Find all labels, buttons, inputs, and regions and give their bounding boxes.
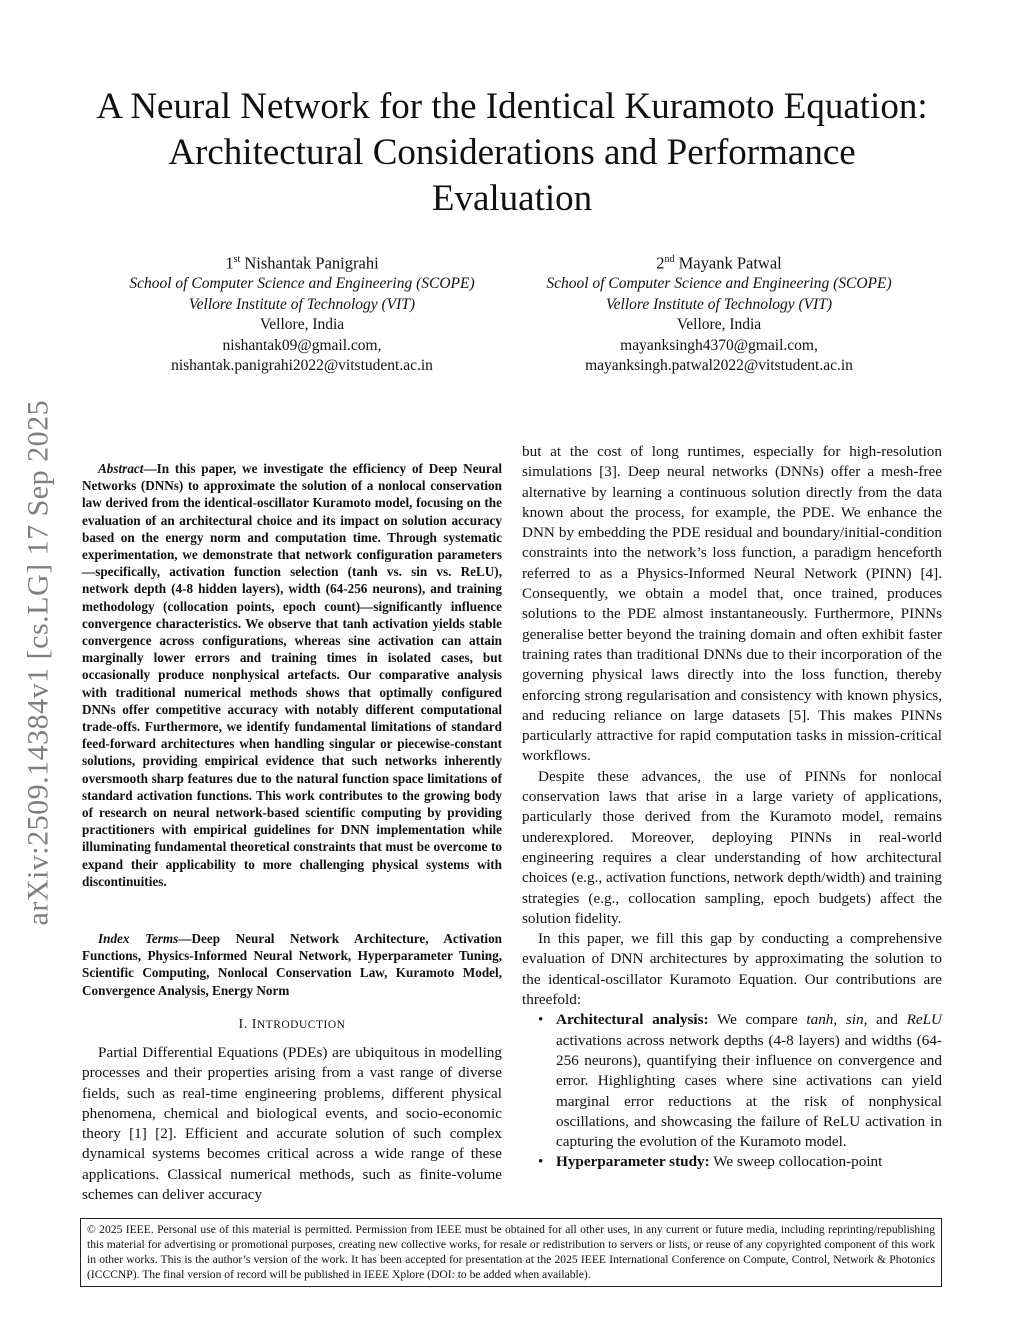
list-item: • Architectural analysis: We compare tanh, sin, and ReLU activations across network depths (4-8 layers) and widths (64-256 neurons), quantifying their influence on convergence and error. Highlighting cases where sine activations can yield marginal error reductions at the risk of nonphysical oscillations, and showcasing the failure of ReLU activation in capturing the evolution of the Kuramoto model. xyxy=(538,1011,942,1151)
body-paragraph: but at the cost of long runtimes, especially for high-resolution simulations [3]. Deep neural networks (DNNs) offer a mesh-free alternative by learning a continuous solution directly from the data known about the process, for example, the PDE. We enhance the DNN by embedding the PDE residual and boundary/initial-condition constraints into the network’s loss function, a paradigm henceforth referred to as a Physics-Informed Neural Network (PINN) [4]. Consequently, we obtain a model that, once trained, produces solutions to the PDE almost instantaneously. Furthermore, PINNs generalise better beyond the training domain and often exhibit faster training rates than traditional DNNs due to their incorporation of the governing physical laws directly into the loss function, thereby enforcing strong regularisation and consistency with known physics, and reducing reliance on large datasets [5]. This makes PINNs particularly attractive for rapid computation tasks in mission-critical workflows. xyxy=(522,443,942,765)
abstract-lead: Abstract xyxy=(98,461,144,476)
paper-title: A Neural Network for the Identical Kuramoto Equation: Architectural Considerations and Performance Evaluation xyxy=(96,86,928,219)
author-institute: Vellore Institute of Technology (VIT) xyxy=(605,295,833,313)
list-item: • Hyperparameter study: We sweep collocation-point xyxy=(556,1152,942,1172)
index-terms-lead: Index Terms xyxy=(98,931,179,946)
author-location: Vellore, India xyxy=(259,316,345,333)
index-terms xyxy=(82,930,502,999)
copyright-notice: © 2025 IEEE. Personal use of this material is permitted. Permission from IEEE must be obtained for all other uses, in any current or future media, including reprinting/republishing this material for advertising or promotional purposes, creating new collective works, for resale or redistribution to servers or lists, or reuse of any copyrighted component of this work in other works. This is the author’s version of the work. It has been accepted for presentation at the 2025 IEEE International Conference on Compute, Control, Network & Photonics (ICCCNP). The final version of record will be published in IEEE Xplore (DOI: to be added when available). xyxy=(80,1218,942,1287)
contribution-list xyxy=(522,1010,942,1172)
author-institute: Vellore Institute of Technology (VIT) xyxy=(188,295,416,313)
arxiv-identifier: arXiv:2509.14384v1 [cs.LG] 17 Sep 2025 xyxy=(21,399,55,926)
body-paragraph: Despite these advances, the use of PINNs for nonlocal conservation laws that arise in a large variety of applications, particularly those derived from the Kuramoto model, remains underexplored. Moreover, deploying PINNs in real-world engineering requires a clear understanding of how architectural choices (e.g., activation functions, network depth/width) and training strategies (e.g., collocation sampling, epoch budgets) affect the solution fidelity. xyxy=(522,767,942,927)
author-email: nishantak.panigrahi2022@vitstudent.ac.in xyxy=(171,357,433,374)
author-block-1 xyxy=(82,250,522,377)
index-terms-text: —Deep Neural Network Architecture, Activation Functions, Physics-Informed Neural Network, Hyperparameter Tuning, Scientific Computing, Nonlocal Conservation Law, Kuramoto Model, Convergence Analysis, Energy Norm xyxy=(82,931,502,998)
abstract-text: —In this paper, we investigate the efficiency of Deep Neural Networks (DNNs) to approximate the solution of a nonlocal conservation law derived from the identical-oscillator Kuramoto model, focusing on the evaluation of an architectural choice and its impact on solution accuracy based on the energy norm and computation time. Through systematic experimentation, we demonstrate that network configuration parameters—specifically, activation function selection (tanh vs. sin vs. ReLU), network depth (4-8 hidden layers), width (64-256 neurons), and training methodology (collocation points, epoch count)—significantly influence convergence characteristics. We observe that tanh activation yields stable convergence across configurations, whereas sine activation can attain marginally lower errors and training times in isolated cases, but occasionally produce nonphysical artefacts. Our comparative analysis with traditional numerical methods shows that optimally configured DNNs offer competitive accuracy with notably different computational trade-offs. Furthermore, we identify fundamental limitations of standard feed-forward architectures when handling singular or piecewise-constant solutions, providing empirical evidence that such networks inherently oversmooth sharp features due to the natural function space limitations of standard activation functions. This work contributes to the growing body of research on neural network-based scientific computing by providing practitioners with empirical guidelines for DNN implementation while illuminating fundamental theoretical constraints that must be overcome to expand their applicability to more challenging physical systems with discontinuities. xyxy=(82,461,502,889)
right-column xyxy=(522,442,942,1173)
author-name: 2nd Mayank Patwal xyxy=(656,253,782,273)
author-email: mayanksingh.patwal2022@vitstudent.ac.in xyxy=(585,357,853,374)
author-name: 1st Nishantak Panigrahi xyxy=(225,253,379,273)
author-email: nishantak09@gmail.com, xyxy=(222,336,382,354)
author-school: School of Computer Science and Engineering (SCOPE) xyxy=(546,275,892,292)
bullet-icon: • xyxy=(538,1153,544,1171)
author-school: School of Computer Science and Engineering (SCOPE) xyxy=(129,275,475,292)
author-email: mayanksingh4370@gmail.com, xyxy=(620,336,818,354)
intro-paragraph: Partial Differential Equations (PDEs) are ubiquitous in modelling processes and their properties arising from a vast range of diverse fields, such as real-time engineering problems, different physical phenomena, chemical and biological events, and socio-economic theory [1] [2]. Efficient and accurate solution of such complex dynamical systems becomes critical across a wide range of these applications. Classical numerical methods, such as finite-volume schemes can deliver accuracy xyxy=(82,1044,502,1204)
section-heading: I. INTRODUCTION xyxy=(238,1017,346,1032)
author-block-2 xyxy=(499,250,939,377)
abstract xyxy=(82,460,502,890)
body-paragraph: In this paper, we fill this gap by conducting a comprehensive evaluation of DNN architectures by approximating the solution to the identical-oscillator Kuramoto Equation. Our contributions are threefold: xyxy=(522,930,942,1009)
author-location: Vellore, India xyxy=(676,316,762,333)
bullet-icon: • xyxy=(538,1011,544,1029)
